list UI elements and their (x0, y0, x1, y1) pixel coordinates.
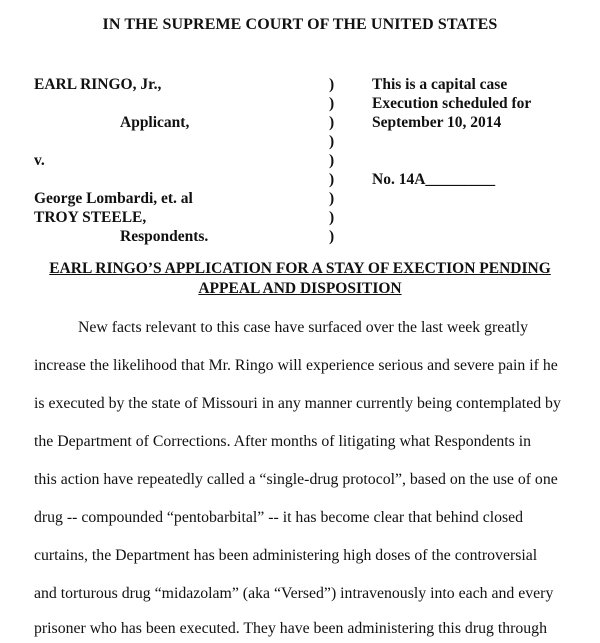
applicant-role: Applicant, (120, 114, 190, 131)
body-line: is executed by the state of Missouri in any manner currently being contemplated by (34, 395, 561, 412)
body-line: prisoner who has been executed. They have been administering this drug through (34, 620, 547, 637)
execution-date: September 10, 2014 (372, 114, 502, 131)
body-line: and torturous drug “midazolam” (aka “Versed”) intravenously into each and every (34, 585, 554, 602)
body-line: New facts relevant to this case have surfaced over the last week greatly (78, 319, 529, 336)
case-number: No. 14A_________ (372, 171, 496, 188)
respondent-role: Respondents. (120, 228, 209, 245)
versus-label: v. (34, 152, 45, 169)
capital-case-notice: This is a capital case (372, 76, 508, 93)
caption-paren: ) (329, 228, 335, 245)
caption-paren: ) (329, 209, 335, 226)
application-title (0, 259, 600, 299)
respondent-1: George Lombardi, et. al (34, 190, 193, 207)
body-line: increase the likelihood that Mr. Ringo will experience serious and severe pain if he (34, 357, 558, 374)
respondent-2: TROY STEELE, (34, 209, 147, 226)
application-title-line-2: APPEAL AND DISPOSITION (198, 280, 402, 297)
caption-paren: ) (329, 95, 335, 112)
caption-paren: ) (329, 152, 335, 169)
caption-paren: ) (329, 76, 335, 93)
caption-paren: ) (329, 171, 335, 188)
caption-paren: ) (329, 133, 335, 150)
body-line: drug -- compounded “pentobarbital” -- it has become clear that behind closed (34, 509, 524, 526)
execution-scheduled-notice: Execution scheduled for (372, 95, 532, 112)
application-title-line-1: EARL RINGO’S APPLICATION FOR A STAY OF EXECTION PENDING (49, 260, 551, 277)
body-line: the Department of Corrections. After months of litigating what Respondents in (34, 433, 532, 450)
body-line: this action have repeatedly called a “single-drug protocol”, based on the use of one (34, 471, 558, 488)
caption-paren: ) (329, 190, 335, 207)
applicant-name: EARL RINGO, Jr., (34, 76, 162, 93)
caption-paren: ) (329, 114, 335, 131)
court-title: IN THE SUPREME COURT OF THE UNITED STATES (102, 16, 498, 33)
body-line: curtains, the Department has been administering high doses of the controversial (34, 547, 538, 564)
